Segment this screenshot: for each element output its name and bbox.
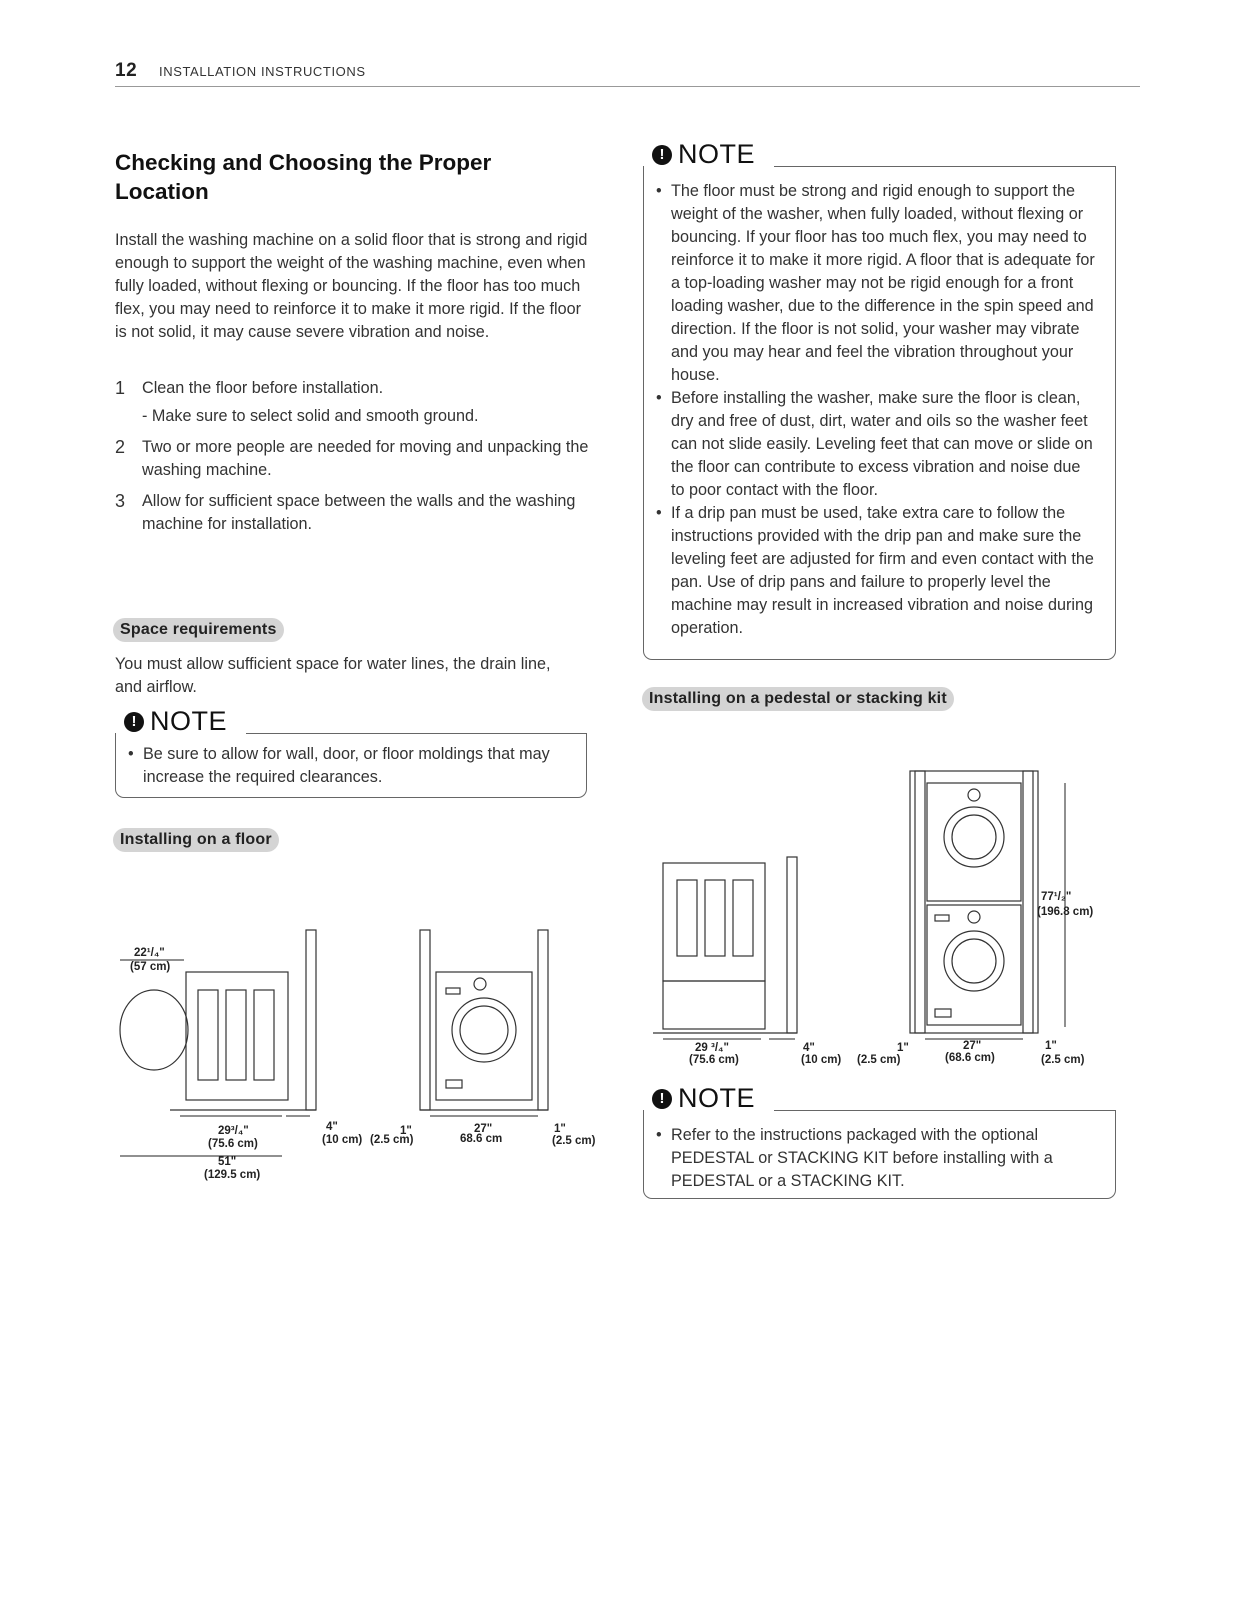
tag-label: Installing on a floor	[113, 828, 279, 852]
page-header	[115, 60, 1140, 87]
installing-floor-tag	[113, 828, 279, 852]
pedestal-install-diagram	[645, 765, 1115, 1075]
washer-side-view	[186, 972, 288, 1100]
page-number: 12	[115, 60, 138, 81]
note-bullet: • Before installing the washer, make sure the floor is clean, dry and free of dust, dirt, water and oils so the washer feet can not slide easily. Leveling feet that can move or slide on the floor can contribute to excess vibration and noise due to poor contact with the floor.	[644, 387, 1097, 502]
dim-width-in: 27"	[474, 1123, 493, 1135]
dim-back-in: 4"	[326, 1121, 338, 1133]
step-text: Two or more people are needed for moving and unpacking the washing machine.	[142, 438, 589, 479]
note-bullet: • The floor must be strong and rigid enough to support the weight of the washer, when fully loaded, without flexing or bouncing. If your floor has too much flex, you may need to reinforce it to make it more rigid. A floor that is adequate for a top-loading washer may not be rigid enough for a front loading washer, due to the difference in the spin speed and direction. If the floor is not solid, your washer may vibrate and you may hear and feel the vibration throughout your house.	[644, 180, 1097, 387]
step-item	[115, 377, 595, 428]
installing-pedestal-tag	[642, 687, 954, 711]
stack-frame	[910, 771, 1038, 1033]
dim-depth-in: 29 ³/₄"	[695, 1042, 729, 1054]
floor-install-diagram	[110, 920, 610, 1181]
step-subtext: - Make sure to select solid and smooth ground.	[142, 407, 479, 425]
dim-side2-in: 1"	[554, 1123, 566, 1135]
wall-front-left	[420, 930, 430, 1110]
dim-door-in: 22¹/₄"	[134, 947, 165, 959]
washer-front-view	[436, 972, 532, 1100]
step-number: 3	[115, 491, 126, 511]
wall-left	[787, 857, 797, 1033]
note-box	[643, 139, 1116, 660]
section-heading	[115, 148, 595, 206]
exclamation-icon: !	[652, 145, 672, 165]
step-item	[115, 490, 595, 536]
dim-depth-in: 29³/₄"	[218, 1125, 249, 1137]
step-item	[115, 436, 595, 482]
steps-list	[115, 377, 595, 544]
tag-label: Space requirements	[113, 618, 284, 642]
intro-paragraph	[115, 229, 595, 344]
note-title: NOTE	[678, 139, 756, 169]
note-top-rule	[774, 166, 1115, 167]
step-text: Allow for sufficient space between the walls and the washing machine for installation.	[142, 492, 576, 533]
step-text: Clean the floor before installation.	[142, 379, 384, 397]
note-header	[644, 139, 761, 170]
wall-left	[306, 930, 316, 1110]
section-title: INSTALLATION INSTRUCTIONS	[159, 64, 366, 79]
space-text: You must allow sufficient space for water lines, the drain line, and airflow.	[115, 655, 551, 696]
note-title: NOTE	[150, 706, 228, 736]
note-box	[643, 1083, 1116, 1199]
step-number: 2	[115, 437, 126, 457]
dim-side1-cm: (2.5 cm)	[370, 1134, 414, 1146]
dim-door-cm: (57 cm)	[130, 961, 171, 973]
note-title: NOTE	[678, 1083, 756, 1113]
dim-back-cm: (10 cm)	[801, 1054, 842, 1066]
note-top-rule	[774, 1110, 1115, 1111]
step-number: 1	[115, 378, 126, 398]
intro-text: Install the washing machine on a solid floor that is strong and rigid enough to support the weight of the washing machine, even when fully loaded, without flexing or bouncing. If the floor has too much flex, you may need to reinforce it to make it more rigid. If the floor is not solid, it may cause severe vibration and noise.	[115, 231, 588, 341]
note-bullet: • Be sure to allow for wall, door, or floor moldings that may increase the required clearances.	[116, 743, 566, 789]
note-header	[116, 706, 233, 737]
dim-depth-cm: (75.6 cm)	[689, 1054, 739, 1066]
dim-side1-in: 1"	[897, 1042, 909, 1054]
space-paragraph	[115, 653, 575, 699]
washer-on-pedestal-side	[663, 863, 765, 981]
note-bullet: • Refer to the instructions packaged with the optional PEDESTAL or STACKING KIT before installing with a PEDESTAL or a STACKING KIT.	[644, 1124, 1097, 1193]
heading-line-2: Location	[115, 179, 209, 204]
dim-side2-in: 1"	[1045, 1040, 1057, 1052]
note-top-rule	[246, 733, 586, 734]
dim-width-cm: (68.6 cm)	[945, 1052, 995, 1064]
dim-width-cm: 68.6 cm	[460, 1133, 503, 1145]
dim-height-cm: (196.8 cm)	[1037, 906, 1094, 918]
pedestal	[663, 981, 765, 1029]
dim-depth-cm: (75.6 cm)	[208, 1138, 258, 1150]
exclamation-icon: !	[652, 1089, 672, 1109]
dim-total-cm: (129.5 cm)	[204, 1169, 261, 1181]
heading-line-1: Checking and Choosing the Proper	[115, 150, 492, 175]
dim-side1-in: 1"	[400, 1125, 412, 1137]
tag-label: Installing on a pedestal or stacking kit	[642, 687, 954, 711]
note-box	[115, 706, 587, 798]
note-header	[644, 1083, 761, 1114]
dim-height-in: 77¹/₂"	[1041, 891, 1072, 903]
dim-width-in: 27"	[963, 1040, 982, 1052]
dim-total-in: 51"	[218, 1156, 237, 1168]
dim-side1-cm: (2.5 cm)	[857, 1054, 901, 1066]
dim-back-cm: (10 cm)	[322, 1134, 363, 1146]
dim-side2-cm: (2.5 cm)	[1041, 1054, 1085, 1066]
dim-back-in: 4"	[803, 1042, 815, 1054]
space-requirements-tag	[113, 618, 284, 642]
note-bullet: • If a drip pan must be used, take extra care to follow the instructions provided with the drip pan and make sure the leveling feet are adjusted for firm and even contact with the pan. Use of drip pans and failure to properly level the machine may result in increased vibration and noise during operation.	[644, 502, 1097, 640]
exclamation-icon: !	[124, 712, 144, 732]
wall-front-right	[538, 930, 548, 1110]
door-outline	[120, 990, 188, 1070]
dim-side2-cm: (2.5 cm)	[552, 1135, 596, 1147]
